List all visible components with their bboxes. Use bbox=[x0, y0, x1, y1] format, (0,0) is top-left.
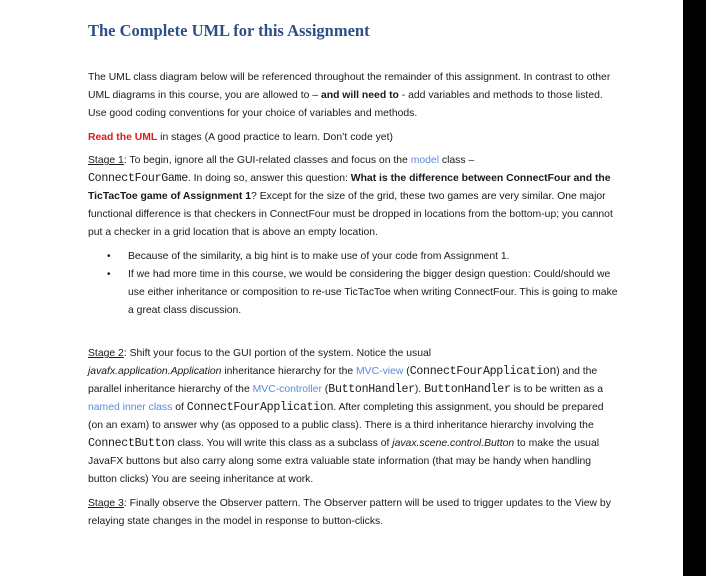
stage2-text-1: : Shift your focus to the GUI portion of the system. Notice the usual bbox=[123, 348, 432, 359]
stage2-text-3: ( bbox=[403, 366, 410, 377]
connectfourgame-code: ConnectFourGame bbox=[88, 172, 188, 185]
stage1-text-1: : To begin, ignore all the GUI-related classes and focus on the bbox=[123, 155, 411, 166]
stage2-paragraph bbox=[88, 345, 618, 489]
read-uml-paragraph bbox=[88, 129, 618, 147]
intro-paragraph bbox=[88, 69, 618, 123]
connectbutton-code: ConnectButton bbox=[88, 437, 175, 450]
document-content bbox=[88, 20, 618, 531]
stage2-text-4: ) and the parallel inheritance hierarchy of the bbox=[88, 366, 598, 395]
mvc-controller-term: MVC-controller bbox=[252, 384, 322, 395]
stage1-text-3: . In doing so, answer this question: bbox=[187, 173, 351, 184]
stage2-text-6: ). bbox=[414, 384, 425, 395]
stage2-text-11: to make the usual JavaFX buttons but also carry along some extra valuable state information (that may be handy when handling button clicks) You are seeing inheritance at work. bbox=[88, 438, 600, 485]
stage2-text-8: of bbox=[172, 402, 187, 413]
stage3-text: : Finally observe the Observer pattern. The Observer pattern will be used to trigger updates to the View by relaying state changes in the model in response to button-clicks. bbox=[88, 498, 611, 527]
list-item bbox=[107, 248, 618, 266]
intro-text-1: The UML class diagram below will be referenced throughout the remainder of this assignment. In contrast to other UML diagrams in this course, you are allowed to – bbox=[88, 72, 611, 101]
connectfourapplication-code-2: ConnectFourApplication bbox=[186, 401, 334, 414]
read-uml-label: Read the UML bbox=[88, 132, 158, 143]
stage2-text-5: ( bbox=[321, 384, 329, 395]
connectfourapplication-code: ConnectFourApplication bbox=[409, 365, 557, 378]
stage2-text-10: class. You will write this class as a subclass of bbox=[174, 438, 393, 449]
buttonhandler-code: ButtonHandler bbox=[328, 383, 415, 396]
javax-button-term: javax.scene.control.Button bbox=[392, 438, 515, 449]
stage1-text-2: class – bbox=[439, 155, 475, 166]
buttonhandler-code-2: ButtonHandler bbox=[424, 383, 511, 396]
list-item bbox=[107, 266, 618, 320]
bullet-icon: • bbox=[107, 251, 111, 262]
mvc-view-term: MVC-view bbox=[356, 366, 404, 377]
read-uml-text: in stages (A good practice to learn. Don’t code yet) bbox=[157, 132, 393, 143]
stage1-text-4: ? Except for the size of the grid, these two games are very similar. One major functional difference is that checkers in ConnectFour must be dropped in locations from the bottom-up; you cannot put a checker in a grid location that is above an empty location. bbox=[88, 191, 613, 238]
stage1-paragraph bbox=[88, 152, 618, 242]
bullet-icon: • bbox=[107, 269, 111, 280]
stage1-label: Stage 1 bbox=[88, 155, 124, 166]
intro-text-2: - add variables and methods to those listed. Use good coding conventions for your choice of variables and methods. bbox=[88, 90, 603, 119]
list-item-text: If we had more time in this course, we would be considering the bigger design question: Could/should we use either inheritance or composition to re-use TicTacToe when writing ConnectFour. This is going to make a great class discussion. bbox=[128, 269, 618, 316]
page-title: The Complete UML for this Assignment bbox=[88, 21, 370, 40]
named-inner-class-term: named inner class bbox=[88, 402, 173, 413]
intro-bold: and will need to bbox=[320, 90, 399, 101]
stage2-text-7: is to be written as a bbox=[510, 384, 604, 395]
model-term: model bbox=[410, 155, 440, 166]
stage2-label: Stage 2 bbox=[88, 348, 124, 359]
stage3-label: Stage 3 bbox=[88, 498, 124, 509]
stage1-question: What is the difference between ConnectFour and the TicTacToe game of Assignment 1 bbox=[88, 173, 611, 202]
list-item-text: Because of the similarity, a big hint is to make use of your code from Assignment 1. bbox=[128, 251, 510, 262]
hint-list bbox=[88, 248, 618, 320]
stage3-paragraph bbox=[88, 495, 618, 531]
javafx-application-term: javafx.application.Application bbox=[88, 366, 222, 377]
stage2-text-9: . After completing this assignment, you should be prepared (on an exam) to answer why (as opposed to a public class). There is a third inheritance hierarchy involving the bbox=[88, 402, 604, 431]
stage2-text-2: inheritance hierarchy for the bbox=[221, 366, 357, 377]
